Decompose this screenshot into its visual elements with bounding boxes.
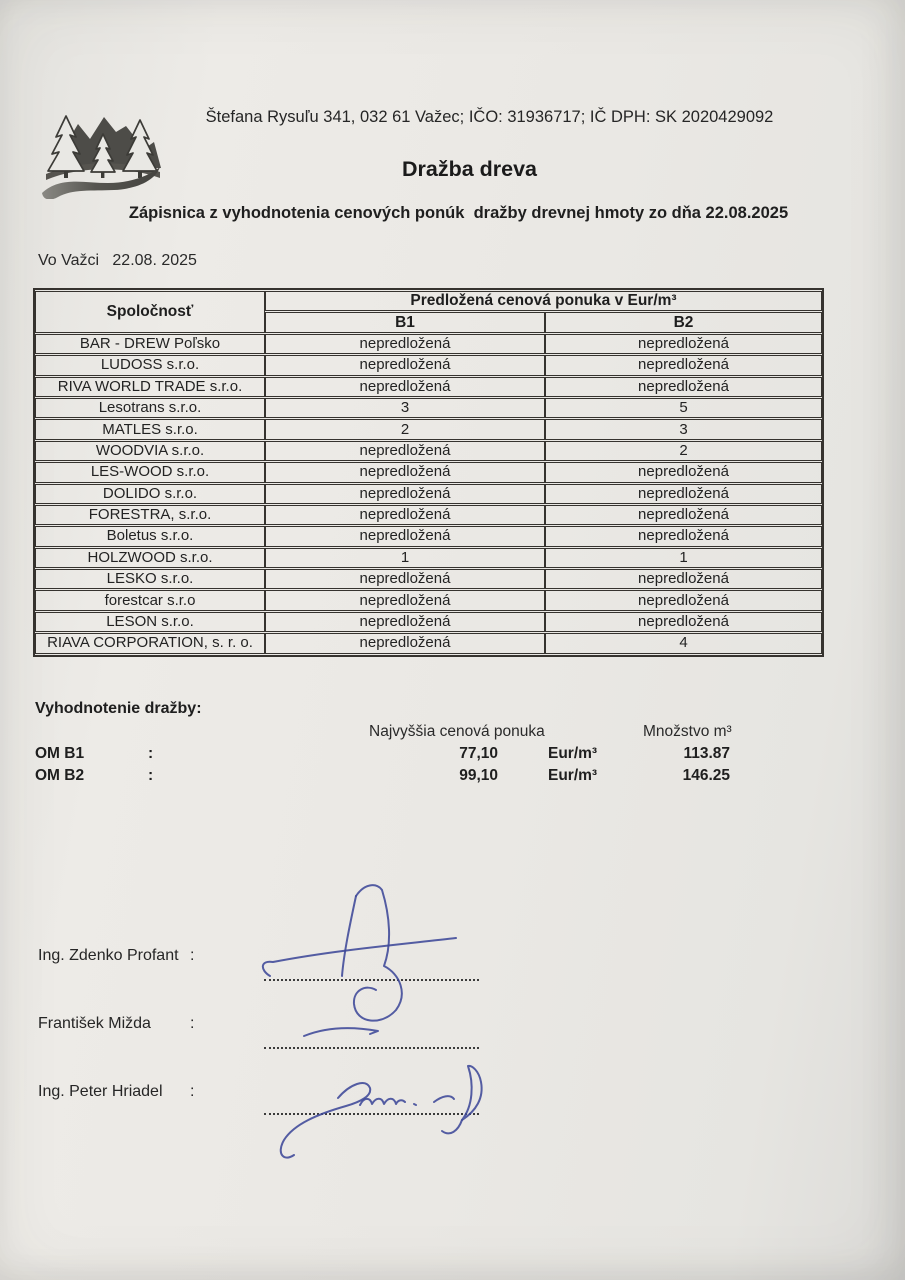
b2-offer-cell: 5 [545, 398, 822, 418]
b2-offer-cell: nepredložená [545, 462, 822, 482]
table-row [35, 526, 822, 546]
signature-dotted-line-1 [264, 979, 479, 981]
company-cell: RIVA WORLD TRADE s.r.o. [35, 377, 265, 397]
b2-offer-cell: nepredložená [545, 334, 822, 354]
b2-offer-cell: nepredložená [545, 355, 822, 375]
table-row [35, 484, 822, 504]
table-row [35, 398, 822, 418]
b2-offer-cell: 4 [545, 633, 822, 653]
b2-offer-cell: nepredložená [545, 612, 822, 632]
table-header-row-1 [35, 291, 822, 311]
b2-offer-cell: nepredložená [545, 590, 822, 610]
b1-offer-cell: 2 [265, 419, 545, 439]
b1-offer-cell: 3 [265, 398, 545, 418]
company-cell: LESKO s.r.o. [35, 569, 265, 589]
b2-offer-cell: nepredložená [545, 484, 822, 504]
company-column-header: Spoločnosť [35, 291, 265, 333]
table-row [35, 612, 822, 632]
signatory-row-3 [0, 1083, 905, 1103]
signatory-row-2 [0, 1015, 905, 1035]
b1-offer-cell: nepredložená [265, 462, 545, 482]
signatory-colon-2: : [190, 1015, 195, 1032]
company-cell: MATLES s.r.o. [35, 419, 265, 439]
b1-offer-cell: nepredložená [265, 484, 545, 504]
table-row [35, 569, 822, 589]
table-row [35, 441, 822, 461]
b1-offer-cell: nepredložená [265, 355, 545, 375]
om-b1-colon: : [148, 745, 154, 762]
b2-offer-cell: nepredložená [545, 569, 822, 589]
company-cell: Boletus s.r.o. [35, 526, 265, 546]
om-b1-unit: Eur/m³ [548, 745, 598, 762]
company-cell: Lesotrans s.r.o. [35, 398, 265, 418]
evaluation-row-b1 [0, 745, 905, 765]
quantity-column-label: Množstvo m³ [643, 723, 732, 740]
signatory-name-3: Ing. Peter Hriadel [38, 1083, 163, 1100]
signature-dotted-line-2 [264, 1047, 479, 1049]
company-cell: BAR - DREW Poľsko [35, 334, 265, 354]
b1-offer-cell: nepredložená [265, 633, 545, 653]
table-row [35, 334, 822, 354]
b2-offer-cell: 3 [545, 419, 822, 439]
om-b1-quantity: 113.87 [683, 745, 730, 762]
table-row [35, 355, 822, 375]
signature-dotted-line-3 [264, 1113, 479, 1115]
company-cell: FORESTRA, s.r.o. [35, 505, 265, 525]
evaluation-heading: Vyhodnotenie dražby: [35, 700, 202, 717]
b1-offer-cell: nepredložená [265, 569, 545, 589]
table-row [35, 590, 822, 610]
b2-offer-cell: nepredložená [545, 377, 822, 397]
company-address: Štefana Rysuľu 341, 032 61 Važec; IČO: 31936717; IČ DPH: SK 2020429092 [205, 108, 774, 126]
company-cell: DOLIDO s.r.o. [35, 484, 265, 504]
offers-table-head [35, 291, 822, 333]
om-b2-price: 99,10 [459, 767, 498, 784]
evaluation-row-b2 [0, 767, 905, 787]
company-cell: WOODVIA s.r.o. [35, 441, 265, 461]
company-cell: LUDOSS s.r.o. [35, 355, 265, 375]
b1-offer-cell: nepredložená [265, 334, 545, 354]
b1-offer-cell: nepredložená [265, 505, 545, 525]
b1-offer-cell: nepredložená [265, 612, 545, 632]
place-and-date: Vo Važci 22.08. 2025 [38, 252, 197, 269]
b1-column-header: B1 [265, 312, 545, 332]
document-subtitle: Zápisnica z vyhodnotenia cenových ponúk dražby drevnej hmoty zo dňa 22.08.2025 [128, 204, 789, 222]
om-b2-colon: : [148, 767, 154, 784]
signatory-colon-1: : [190, 947, 195, 964]
table-row [35, 462, 822, 482]
b1-offer-cell: nepredložená [265, 441, 545, 461]
table-row [35, 505, 822, 525]
b2-offer-cell: 1 [545, 548, 822, 568]
company-cell: RIAVA CORPORATION, s. r. o. [35, 633, 265, 653]
company-cell: LES-WOOD s.r.o. [35, 462, 265, 482]
highest-offer-column-label: Najvyššia cenová ponuka [369, 723, 545, 740]
b2-column-header: B2 [545, 312, 822, 332]
offer-group-header: Predložená cenová ponuka v Eur/m³ [265, 291, 822, 311]
signatory-row-1 [0, 947, 905, 967]
om-b1-label: OM B1 [35, 745, 85, 762]
b1-offer-cell: nepredložená [265, 590, 545, 610]
om-b2-quantity: 146.25 [682, 767, 730, 784]
table-row [35, 633, 822, 653]
signatory-name-1: Ing. Zdenko Profant [38, 947, 179, 964]
om-b1-price: 77,10 [459, 745, 498, 762]
b2-offer-cell: nepredložená [545, 505, 822, 525]
company-cell: HOLZWOOD s.r.o. [35, 548, 265, 568]
b1-offer-cell: nepredložená [265, 377, 545, 397]
company-cell: LESON s.r.o. [35, 612, 265, 632]
table-row [35, 377, 822, 397]
table-row [35, 548, 822, 568]
om-b2-label: OM B2 [35, 767, 85, 784]
offers-table-body [35, 334, 822, 654]
signatory-name-2: František Mižda [38, 1015, 151, 1032]
om-b2-unit: Eur/m³ [548, 767, 598, 784]
b1-offer-cell: nepredložená [265, 526, 545, 546]
document-title: Dražba dreva [401, 157, 538, 181]
b2-offer-cell: 2 [545, 441, 822, 461]
company-cell: forestcar s.r.o [35, 590, 265, 610]
table-row [35, 419, 822, 439]
signatory-colon-3: : [190, 1083, 195, 1100]
b1-offer-cell: 1 [265, 548, 545, 568]
offers-table [33, 288, 824, 657]
b2-offer-cell: nepredložená [545, 526, 822, 546]
